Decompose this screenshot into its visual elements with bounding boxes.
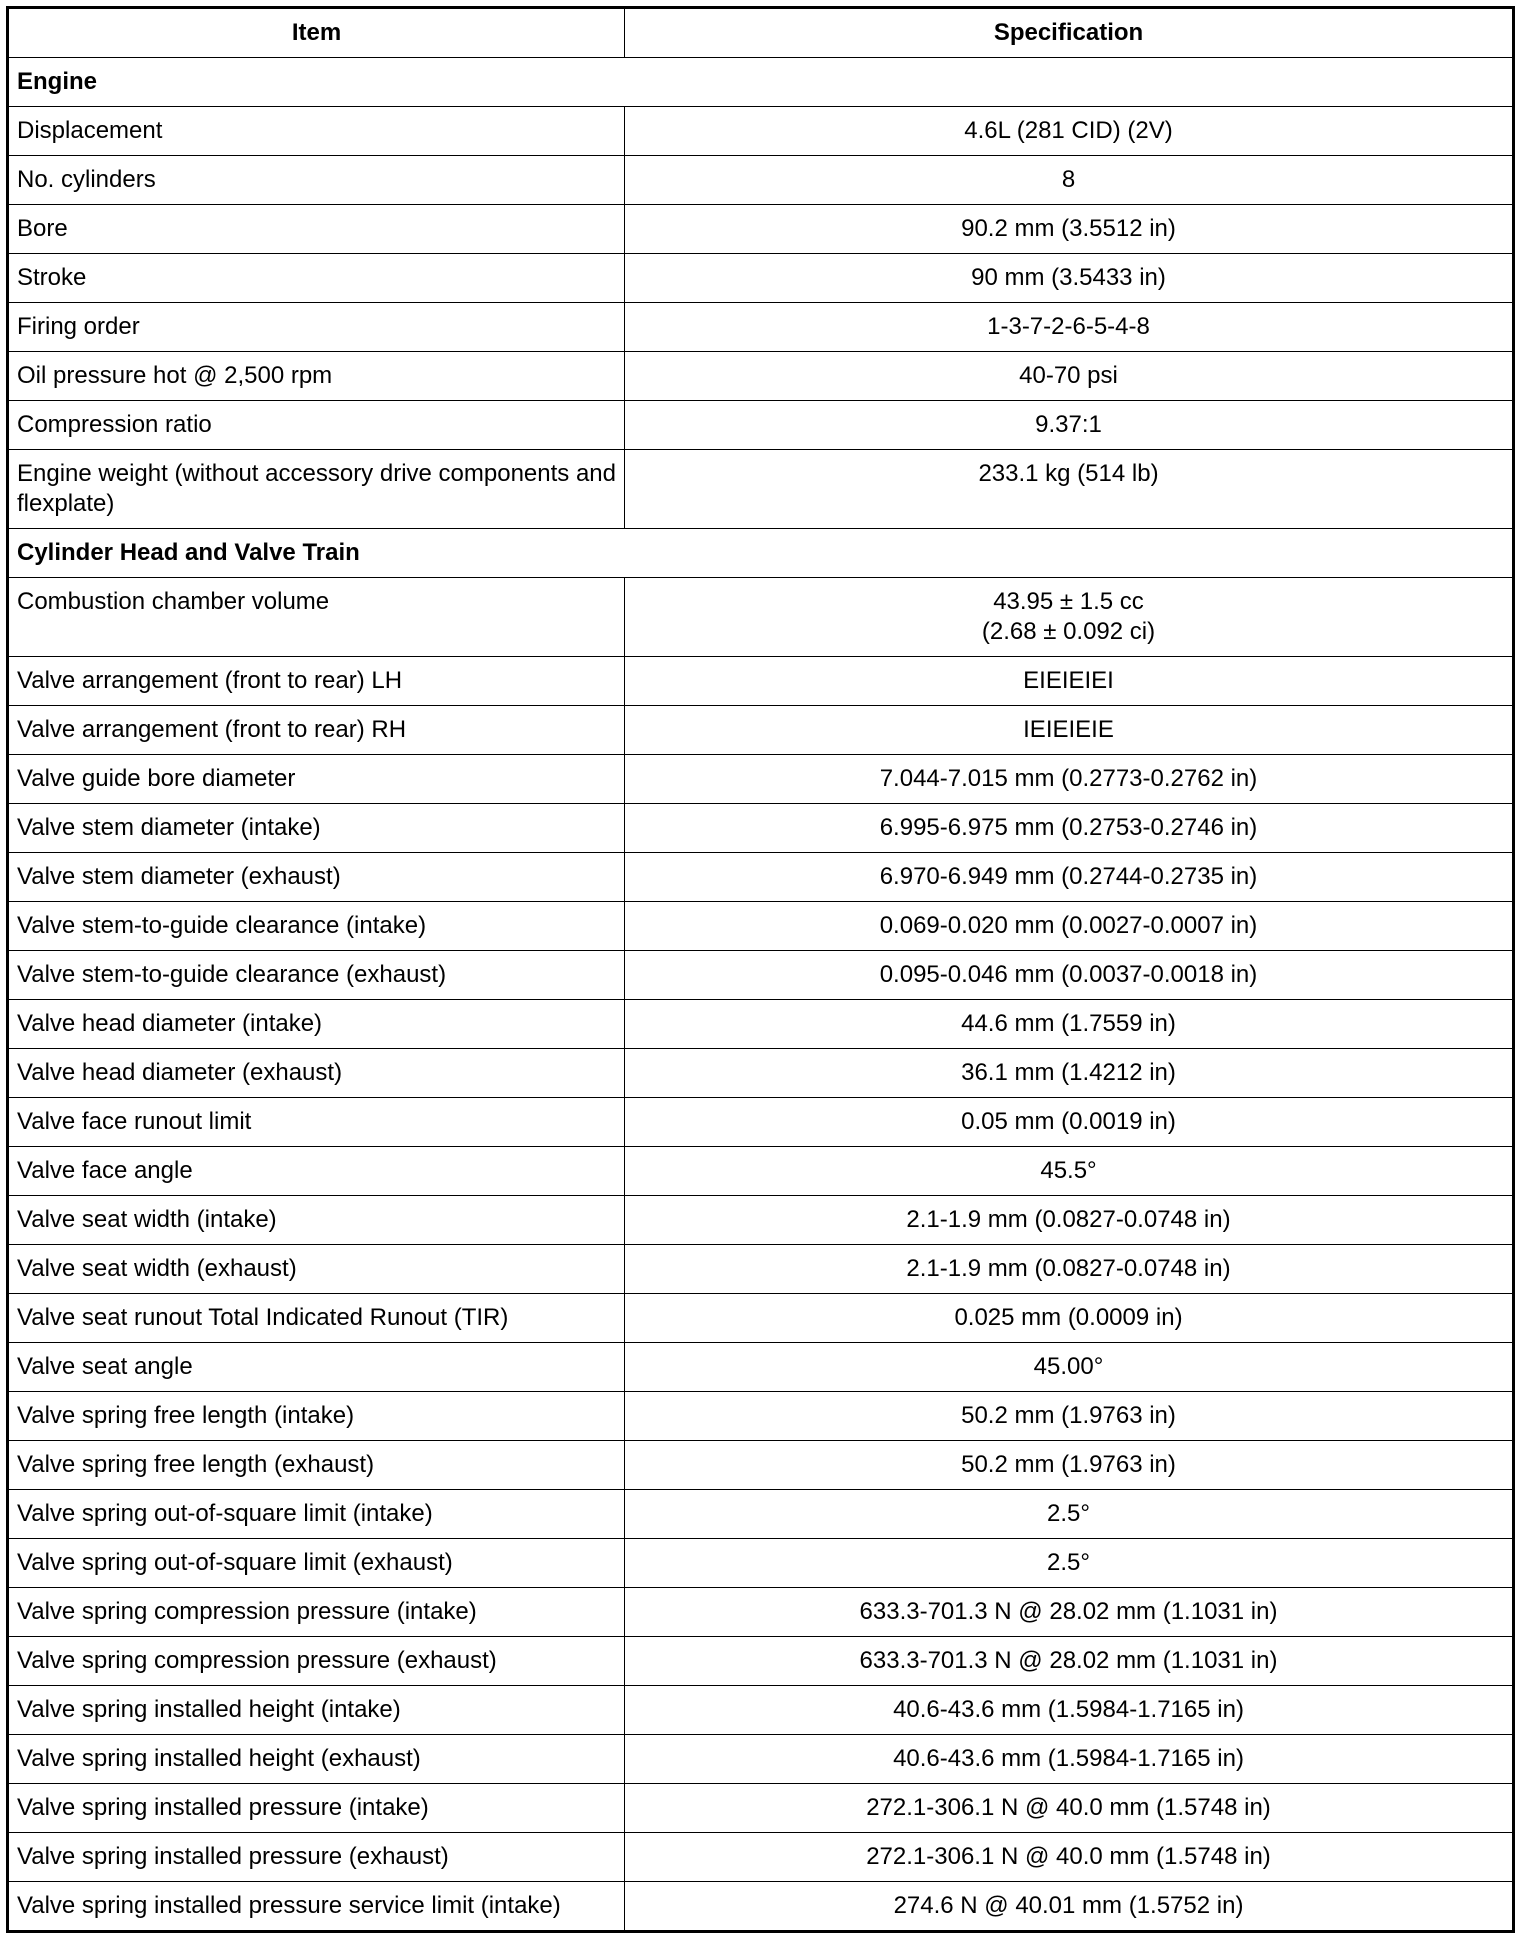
specification-value: 90 mm (3.5433 in) [971,264,1166,291]
specification-cell [625,1343,1514,1392]
specification-cell [625,1392,1514,1441]
table-row [8,1000,1514,1049]
item-cell: Valve spring free length (intake) [8,1392,625,1441]
table-row [8,401,1514,450]
table-row [8,755,1514,804]
header-specification: Specification [625,8,1514,58]
specification-cell [625,1588,1514,1637]
specification-cell [625,755,1514,804]
specification-value: (2.68 ± 0.092 ci) [981,618,1156,645]
table-row [8,1637,1514,1686]
item-cell: Valve arrangement (front to rear) LH [8,657,625,706]
specification-value: 8 [1061,166,1076,193]
table-row [8,352,1514,401]
specification-value: 36.1 mm (1.4212 in) [961,1059,1176,1086]
item-cell: Valve stem diameter (exhaust) [8,853,625,902]
specification-cell [625,902,1514,951]
specification-cell [625,804,1514,853]
table-row [8,1392,1514,1441]
table-row [8,578,1514,657]
section-title: Engine [8,58,1514,107]
item-cell: Valve face runout limit [8,1098,625,1147]
header-item: Item [8,8,625,58]
specification-cell [625,706,1514,755]
section-row [8,529,1514,578]
specification-cell [625,352,1514,401]
table-row [8,450,1514,529]
specification-cell [625,1735,1514,1784]
item-cell: Valve seat runout Total Indicated Runout (TIR) [8,1294,625,1343]
specification-value: 633.3-701.3 N @ 28.02 mm (1.1031 in) [859,1647,1278,1674]
table-row [8,107,1514,156]
specification-value: 272.1-306.1 N @ 40.0 mm (1.5748 in) [866,1843,1271,1870]
item-cell: Valve spring compression pressure (exhaust) [8,1637,625,1686]
table-body [8,58,1514,1932]
table-row [8,1343,1514,1392]
item-cell: Valve seat width (intake) [8,1196,625,1245]
specification-value: 45.5° [1040,1157,1097,1184]
specification-cell [625,1000,1514,1049]
specification-cell [625,1490,1514,1539]
table-row [8,1245,1514,1294]
specification-cell [625,853,1514,902]
specification-value: 633.3-701.3 N @ 28.02 mm (1.1031 in) [859,1598,1278,1625]
specification-cell [625,1049,1514,1098]
item-cell: Firing order [8,303,625,352]
specification-cell [625,107,1514,156]
item-cell: Valve spring installed pressure (intake) [8,1784,625,1833]
table-row [8,951,1514,1000]
table-row [8,1588,1514,1637]
item-cell: Valve face angle [8,1147,625,1196]
specification-value: 0.05 mm (0.0019 in) [961,1108,1176,1135]
item-cell: Valve head diameter (exhaust) [8,1049,625,1098]
table-row [8,902,1514,951]
specification-cell [625,1245,1514,1294]
item-cell: Valve spring free length (exhaust) [8,1441,625,1490]
table-row [8,657,1514,706]
table-header-row [8,8,1514,58]
table-row [8,1441,1514,1490]
specification-value: 40.6-43.6 mm (1.5984-1.7165 in) [893,1745,1244,1772]
table-row [8,706,1514,755]
specification-cell [625,254,1514,303]
table-row [8,1049,1514,1098]
specification-cell [625,1882,1514,1932]
table-row [8,1539,1514,1588]
specification-cell [625,1441,1514,1490]
item-cell: Valve stem-to-guide clearance (intake) [8,902,625,951]
specification-value: 45.00° [1033,1353,1104,1380]
specification-value: 50.2 mm (1.9763 in) [961,1451,1176,1478]
item-cell: Displacement [8,107,625,156]
item-cell: Valve seat width (exhaust) [8,1245,625,1294]
item-cell: Engine weight (without accessory drive components and flexplate) [8,450,625,529]
item-cell: Valve stem-to-guide clearance (exhaust) [8,951,625,1000]
specification-value: 0.025 mm (0.0009 in) [954,1304,1183,1331]
specification-value: 6.970-6.949 mm (0.2744-0.2735 in) [879,863,1258,890]
item-cell: Valve arrangement (front to rear) RH [8,706,625,755]
table-row [8,1882,1514,1932]
table-row [8,254,1514,303]
specification-value: 2.1-1.9 mm (0.0827-0.0748 in) [906,1255,1231,1282]
table-row [8,1147,1514,1196]
specification-cell [625,578,1514,657]
item-cell: Compression ratio [8,401,625,450]
specification-cell [625,1784,1514,1833]
table-row [8,1196,1514,1245]
specification-value: 9.37:1 [1035,411,1102,438]
specification-value: 2.1-1.9 mm (0.0827-0.0748 in) [906,1206,1231,1233]
specification-value: 2.5° [1047,1500,1090,1527]
table-row [8,1294,1514,1343]
specification-cell [625,951,1514,1000]
item-cell: Stroke [8,254,625,303]
table-row [8,804,1514,853]
specification-cell [625,401,1514,450]
specification-value: 43.95 ± 1.5 cc [993,588,1144,615]
item-cell: Valve spring installed height (exhaust) [8,1735,625,1784]
item-cell: Bore [8,205,625,254]
item-cell: Valve guide bore diameter [8,755,625,804]
engine-spec-table [6,6,1515,1933]
specification-cell [625,1686,1514,1735]
specification-value: 274.6 N @ 40.01 mm (1.5752 in) [893,1892,1244,1919]
table-row [8,303,1514,352]
table-row [8,1098,1514,1147]
specification-cell [625,205,1514,254]
specification-value: 6.995-6.975 mm (0.2753-0.2746 in) [879,814,1258,841]
specification-value: 2.5° [1047,1549,1090,1576]
specification-value: 40.6-43.6 mm (1.5984-1.7165 in) [893,1696,1244,1723]
specification-cell [625,450,1514,529]
specification-value: 233.1 kg (514 lb) [978,460,1159,487]
specification-value: 44.6 mm (1.7559 in) [961,1010,1176,1037]
specification-value: 0.095-0.046 mm (0.0037-0.0018 in) [879,961,1258,988]
specification-value: 0.069-0.020 mm (0.0027-0.0007 in) [879,912,1258,939]
spec-sheet [6,6,1512,1933]
specification-cell [625,1147,1514,1196]
specification-value: 90.2 mm (3.5512 in) [961,215,1176,242]
specification-cell [625,1098,1514,1147]
item-cell: Oil pressure hot @ 2,500 rpm [8,352,625,401]
table-row [8,205,1514,254]
specification-value: 1-3-7-2-6-5-4-8 [987,313,1150,340]
table-row [8,1833,1514,1882]
item-cell: Valve spring installed pressure service limit (intake) [8,1882,625,1932]
item-cell: Valve spring out-of-square limit (exhaust) [8,1539,625,1588]
specification-value: 4.6L (281 CID) (2V) [964,117,1173,144]
specification-value: 272.1-306.1 N @ 40.0 mm (1.5748 in) [866,1794,1271,1821]
item-cell: No. cylinders [8,156,625,205]
specification-cell [625,156,1514,205]
specification-cell [625,1294,1514,1343]
item-cell: Valve spring out-of-square limit (intake) [8,1490,625,1539]
item-cell: Valve head diameter (intake) [8,1000,625,1049]
specification-value: 7.044-7.015 mm (0.2773-0.2762 in) [879,765,1258,792]
specification-value: 50.2 mm (1.9763 in) [961,1402,1176,1429]
table-row [8,1784,1514,1833]
table-row [8,1490,1514,1539]
specification-value: 40-70 psi [1019,362,1118,389]
specification-value: IEIEIEIE [1023,716,1114,743]
item-cell: Combustion chamber volume [8,578,625,657]
specification-value: EIEIEIEI [1023,667,1114,694]
specification-cell [625,1637,1514,1686]
table-row [8,156,1514,205]
section-title: Cylinder Head and Valve Train [8,529,1514,578]
table-row [8,1686,1514,1735]
item-cell: Valve spring compression pressure (intake) [8,1588,625,1637]
item-cell: Valve spring installed pressure (exhaust) [8,1833,625,1882]
table-row [8,1735,1514,1784]
item-cell: Valve spring installed height (intake) [8,1686,625,1735]
specification-cell [625,657,1514,706]
item-cell: Valve seat angle [8,1343,625,1392]
specification-cell [625,1196,1514,1245]
table-row [8,853,1514,902]
section-row [8,58,1514,107]
item-cell: Valve stem diameter (intake) [8,804,625,853]
specification-cell [625,1833,1514,1882]
specification-cell [625,303,1514,352]
specification-cell [625,1539,1514,1588]
